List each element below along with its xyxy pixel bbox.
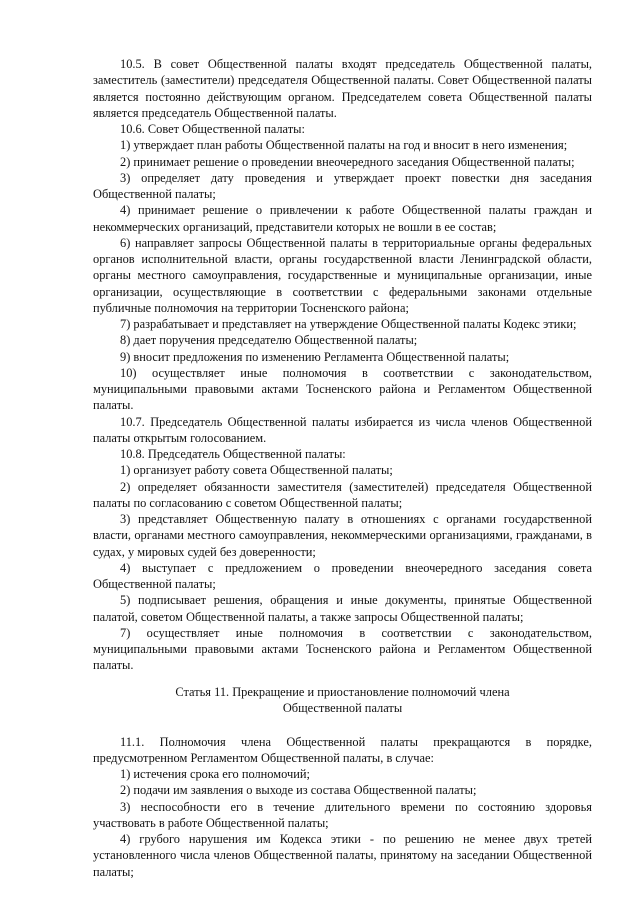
list-item: 3) представляет Общественную палату в отношениях с органами государственной власти, органами местного самоуправления, некоммерческими организациями, гражданами, в судах, у мировых судей без доверенности; bbox=[93, 512, 592, 559]
section-bottom bbox=[93, 734, 592, 880]
list-item: 1) утверждает план работы Общественной палаты на год и вносит в него изменения; bbox=[120, 138, 568, 153]
paragraph-11-1: 11.1. Полномочия члена Общественной палаты прекращаются в порядке, предусмотренном Регламентом Общественной палаты, в случае: bbox=[93, 734, 592, 765]
list-item: 8) дает поручения председателю Общественной палаты; bbox=[120, 333, 418, 348]
list-item: 1) организует работу совета Общественной палаты; bbox=[120, 463, 393, 478]
list-item: 1) истечения срока его полномочий; bbox=[120, 767, 310, 781]
list-item: 9) вносит предложения по изменению Регламента Общественной палаты; bbox=[120, 349, 510, 364]
paragraph-10-6: 10.6. Совет Общественной палаты: bbox=[120, 122, 305, 136]
article-11-heading bbox=[93, 684, 592, 716]
list-item: 2) подачи им заявления о выходе из состава Общественной палаты; bbox=[120, 783, 477, 798]
article-heading-line: Общественной палаты bbox=[282, 700, 403, 715]
list-item: 3) определяет дату проведения и утверждает проект повестки дня заседания Общественной палаты; bbox=[93, 170, 592, 201]
list-item: 4) принимает решение о привлечении к работе Общественной палаты граждан и некоммерческих организаций, представители которых не вошли в ее состав; bbox=[93, 203, 592, 234]
list-item: 3) неспособности его в течение длительного времени по состоянию здоровья участвовать в работе Общественной палаты; bbox=[93, 799, 592, 830]
paragraph-10-7: 10.7. Председатель Общественной палаты избирается из числа членов Общественной палаты открытым голосованием. bbox=[93, 414, 592, 445]
list-item: 7) разрабатывает и представляет на утверждение Общественной палаты Кодекс этики; bbox=[120, 317, 577, 331]
list-item: 7) осуществляет иные полномочия в соответствии с законодательством, муниципальными правовыми актами Тосненского района и Регламентом Общественной палаты. bbox=[93, 625, 592, 673]
list-item: 2) определяет обязанности заместителя (заместителей) председателя Общественной палаты по согласованию с советом Общественной палаты; bbox=[93, 479, 592, 510]
list-item: 2) принимает решение о проведении внеочередного заседания Общественной палаты; bbox=[120, 154, 575, 169]
paragraph-10-5: 10.5. В совет Общественной палаты входят председатель Общественной палаты, заместитель (заместители) председателя Общественной палаты. Совет Общественной палаты является постоянно действующим органом. Председателем совета Общественной палаты является председатель Общественной палаты. bbox=[93, 57, 592, 120]
list-item: 4) выступает с предложением о проведении внеочередного заседания совета Общественной палаты; bbox=[93, 560, 592, 591]
list-item: 6) направляет запросы Общественной палаты в территориальные органы федеральных органов исполнительной власти, органы государственной власти Ленинградской области, органы местного самоуправления, государственные и муниципальные организации, иные организации, осуществляющие в соответствии с федеральными законами отдельные публичные полномочия на территории Тосненского района; bbox=[93, 235, 592, 315]
list-item: 10) осуществляет иные полномочия в соответствии с законодательством, муниципальными правовыми актами Тосненского района и Регламентом Общественной палаты. bbox=[93, 365, 592, 413]
section-top bbox=[93, 56, 592, 674]
paragraph-10-8: 10.8. Председатель Общественной палаты: bbox=[120, 447, 346, 461]
article-heading-line: Статья 11. Прекращение и приостановление полномочий члена bbox=[175, 684, 510, 699]
list-item: 5) подписывает решения, обращения и иные документы, принятые Общественной палатой, советом Общественной палаты, а также запросы Общественной палаты; bbox=[93, 593, 592, 624]
list-item: 4) грубого нарушения им Кодекса этики - по решению не менее двух третей установленного числа членов Общественной палаты, принятому на заседании Общественной палаты; bbox=[93, 832, 592, 879]
